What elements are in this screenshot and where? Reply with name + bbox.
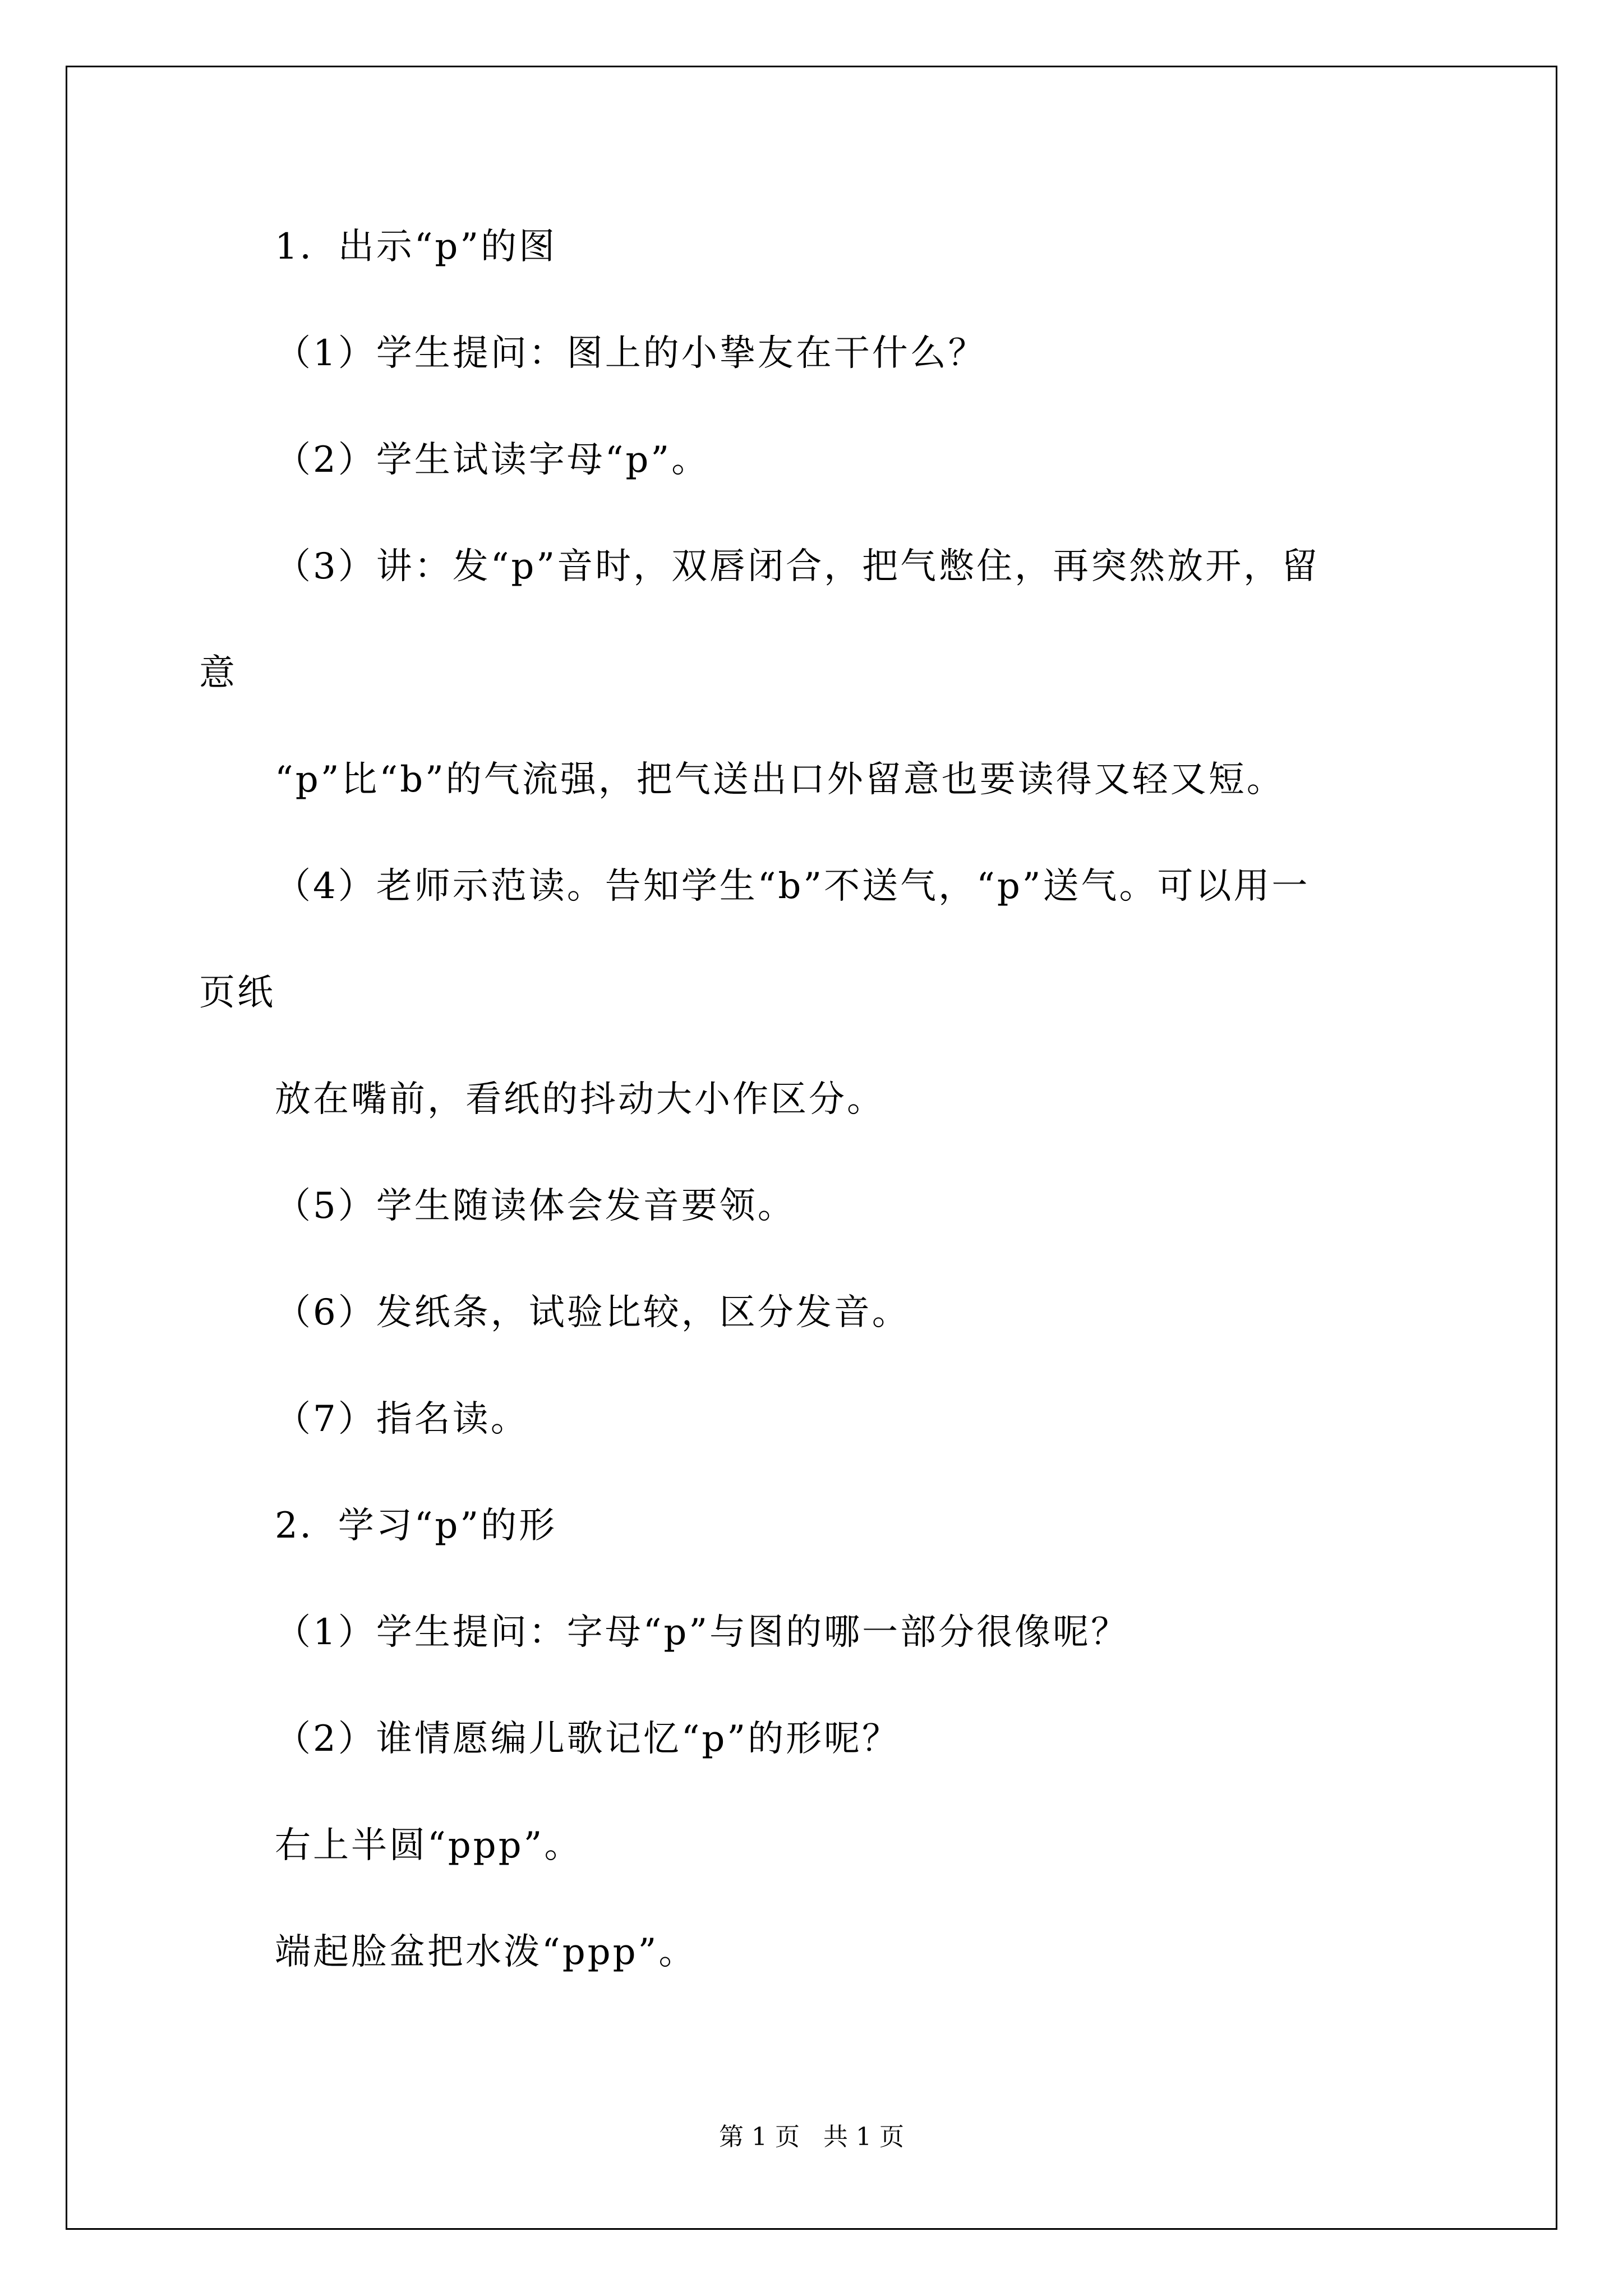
- page-number-footer: 第 1 页 共 1 页: [719, 2123, 904, 2151]
- text-line: 意: [199, 652, 237, 694]
- text-line: （1）学生提问：图上的小挚友在干什么？: [275, 333, 986, 374]
- text-line: 放在嘴前，看纸的抖动大小作区分。: [275, 1079, 885, 1120]
- text-line: （2）学生试读字母“p”。: [275, 439, 710, 481]
- text-line: （1）学生提问：字母“p”与图的哪一部分很像呢？: [275, 1612, 1129, 1653]
- text-line: （4）老师示范读。告知学生“b”不送气，“p”送气。可以用一: [275, 866, 1310, 907]
- page-border: [66, 66, 1557, 2230]
- text-line: 页纸: [199, 972, 275, 1014]
- text-line: （3）讲：发“p”音时，双唇闭合，把气憋住，再突然放开，留: [275, 546, 1320, 587]
- text-line: 右上半圆“ppp”。: [275, 1825, 583, 1866]
- text-line: 端起脸盆把水泼“ppp”。: [275, 1931, 697, 1973]
- text-line: （5）学生随读体会发音要领。: [275, 1185, 796, 1227]
- text-line: 1．出示“p”的图: [275, 226, 557, 268]
- text-line: “p”比“b”的气流强，把气送出口外留意也要读得又轻又短。: [275, 759, 1285, 800]
- text-line: （2）谁情愿编儿歌记忆“p”的形呢？: [275, 1718, 901, 1760]
- text-line: （7）指名读。: [275, 1398, 529, 1440]
- text-line: （6）发纸条，试验比较，区分发音。: [275, 1292, 910, 1333]
- text-line: 2．学习“p”的形: [275, 1505, 557, 1547]
